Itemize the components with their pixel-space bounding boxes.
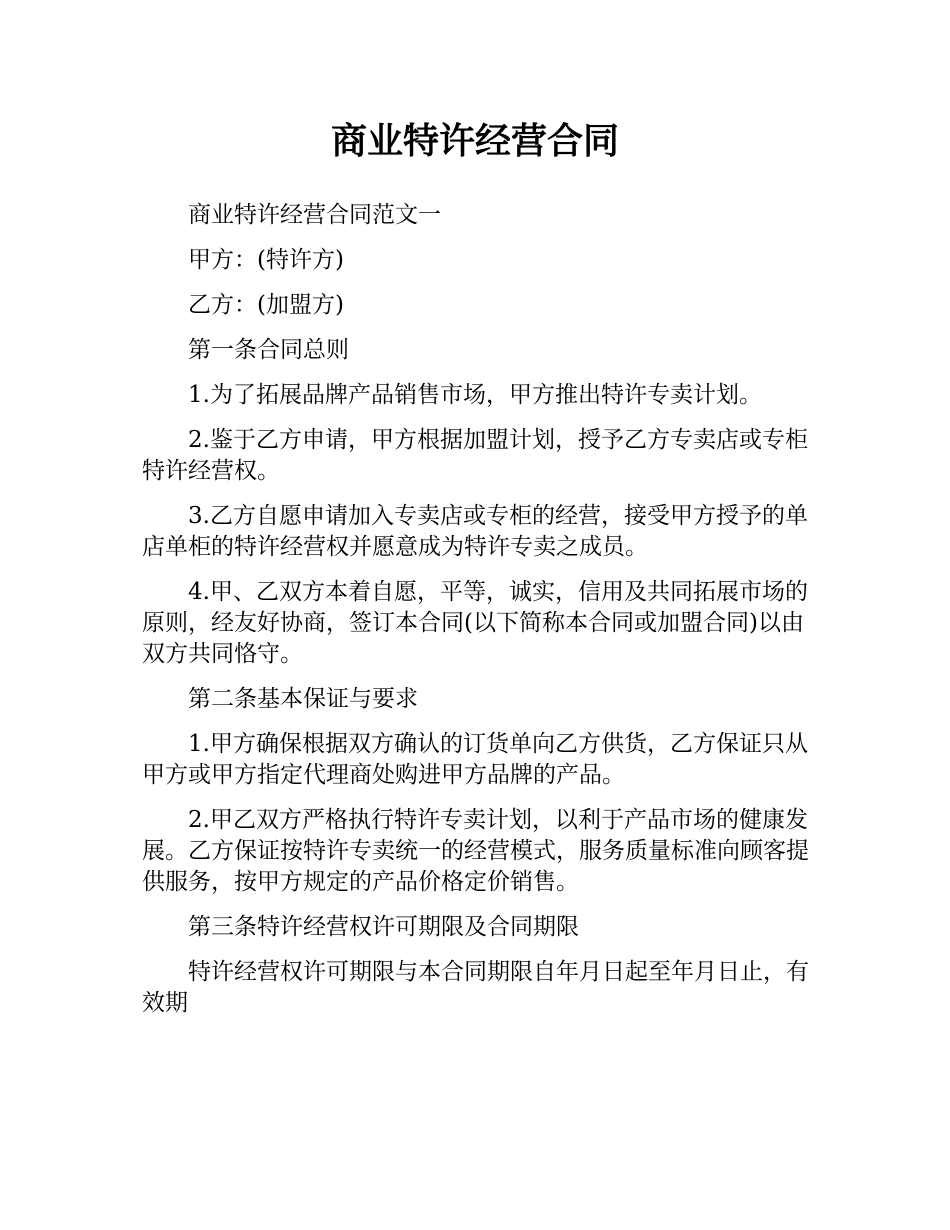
clause-paragraph: 4.甲、乙双方本着自愿，平等，诚实，信用及共同拓展市场的原则，经友好协商，签订本合同(以下简称本合同或加盟合同)以由双方共同恪守。 bbox=[142, 579, 808, 667]
article-heading: 第一条合同总则 bbox=[188, 337, 349, 363]
clause-paragraph: 1.为了拓展品牌产品销售市场，甲方推出特许专卖计划。 bbox=[188, 382, 762, 408]
article-heading: 第二条基本保证与要求 bbox=[188, 686, 418, 712]
clause-paragraph: 特许经营权许可期限与本合同期限自年月日起至年月日止，有效期 bbox=[142, 959, 809, 1016]
article-heading: 第三条特许经营权许可期限及合同期限 bbox=[188, 914, 579, 940]
clause-paragraph: 2.鉴于乙方申请，甲方根据加盟计划，授予乙方专卖店或专柜特许经营权。 bbox=[142, 427, 808, 484]
subtitle-paragraph: 商业特许经营合同范文一 bbox=[188, 202, 441, 228]
party-b-line: 乙方：(加盟方) bbox=[188, 292, 344, 318]
party-a-line: 甲方：(特许方) bbox=[188, 247, 344, 273]
document-body bbox=[142, 200, 814, 1033]
document-title: 商业特许经营合同 bbox=[330, 121, 619, 162]
clause-paragraph: 1.甲方确保根据双方确认的订货单向乙方供货，乙方保证只从甲方或甲方指定代理商处购进甲方品牌的产品。 bbox=[142, 731, 808, 788]
clause-paragraph: 2.甲乙双方严格执行特许专卖计划，以利于产品市场的健康发展。乙方保证按特许专卖统一的经营模式，服务质量标准向顾客提供服务，按甲方规定的产品价格定价销售。 bbox=[142, 807, 809, 895]
clause-paragraph: 3.乙方自愿申请加入专卖店或专柜的经营，接受甲方授予的单店单柜的特许经营权并愿意成为特许专卖之成员。 bbox=[142, 503, 808, 560]
